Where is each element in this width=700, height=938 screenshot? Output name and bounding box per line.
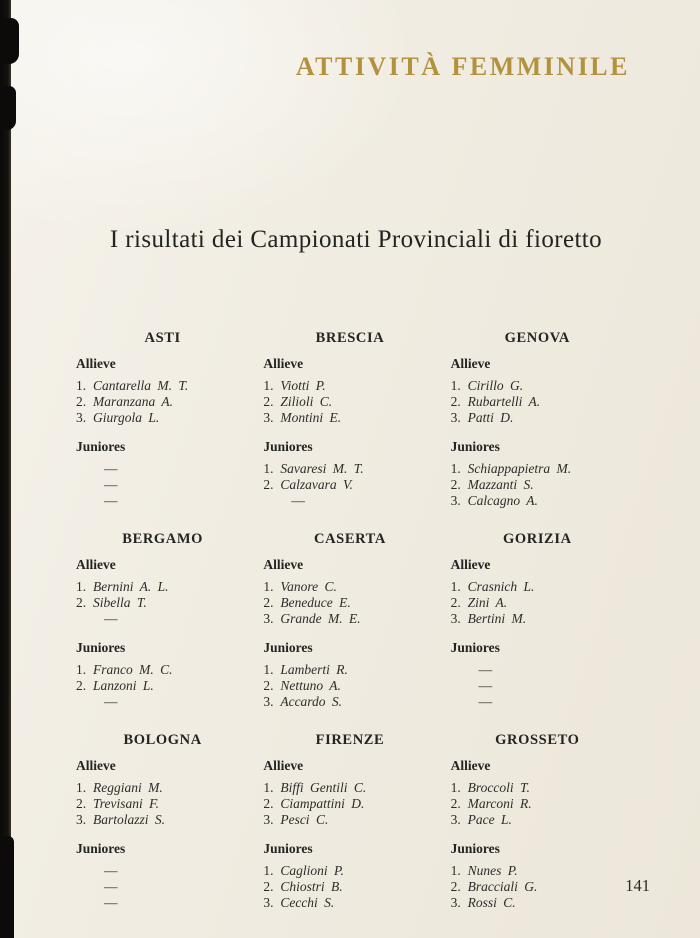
entry-name: Beneduce E. [280, 595, 351, 610]
allieve-label: Allieve [450, 758, 491, 773]
entry-name: Caglioni P. [280, 863, 344, 878]
entry-number: 1. [263, 579, 274, 594]
entry-number: 1. [450, 780, 461, 795]
result-entry [76, 410, 249, 426]
entry-number: 1. [76, 780, 87, 795]
entry-name: Reggiani M. [93, 780, 163, 795]
result-entry [451, 394, 624, 410]
entry-name: Cirillo G. [467, 378, 524, 393]
juniores-label: Juniores [76, 640, 126, 655]
city-heading: GROSSETO [495, 732, 580, 748]
entry-name: Bracciali G. [467, 879, 538, 894]
entry-name: Biffi Gentili C. [280, 780, 367, 795]
entry-number: 3. [450, 493, 461, 508]
entry-number: 2. [76, 595, 87, 610]
entry-number: 2. [76, 394, 87, 409]
allieve-label: Allieve [263, 356, 304, 371]
entry-number: 2. [76, 678, 87, 693]
result-entry [263, 579, 436, 595]
entry-number: 2. [263, 796, 274, 811]
juniores-label: Juniores [450, 841, 500, 856]
entry-number: 1. [450, 579, 461, 594]
allieve-list [76, 579, 249, 627]
allieve-list [76, 378, 249, 426]
entry-number: 1. [450, 863, 461, 878]
results-section [263, 531, 436, 710]
entry-number: 3. [450, 611, 461, 626]
allieve-label: Allieve [263, 758, 304, 773]
entry-number: 2. [450, 595, 461, 610]
juniores-label: Juniores [450, 640, 500, 655]
result-entry [76, 595, 249, 611]
entry-number: 2. [450, 796, 461, 811]
juniores-list [451, 461, 624, 509]
allieve-label: Allieve [76, 356, 116, 371]
allieve-label: Allieve [450, 356, 491, 371]
juniores-list [451, 662, 624, 710]
result-entry [76, 579, 249, 595]
entry-name: Franco M. C. [93, 662, 173, 677]
juniores-list [451, 863, 624, 911]
entry-number: 1. [263, 378, 274, 393]
result-entry [451, 863, 624, 879]
allieve-list [263, 378, 436, 426]
juniores-list [76, 863, 249, 911]
entry-number: 2. [450, 477, 461, 492]
entry-name: Bernini A. L. [93, 579, 169, 594]
empty-entry: — [478, 678, 494, 693]
allieve-label: Allieve [76, 557, 116, 572]
result-entry [451, 493, 624, 509]
city-heading: CASERTA [314, 531, 386, 547]
allieve-list [451, 780, 624, 828]
entry-number: 2. [263, 595, 274, 610]
juniores-list [76, 662, 249, 710]
result-entry [76, 796, 249, 812]
entry-number: 1. [263, 863, 274, 878]
juniores-label: Juniores [76, 439, 126, 454]
entry-name: Pace L. [467, 812, 512, 827]
page-number: 141 [625, 876, 650, 895]
entry-number: 1. [450, 378, 461, 393]
scan-artifact [0, 836, 14, 938]
entry-name: Lanzoni L. [93, 678, 154, 693]
result-entry [451, 796, 624, 812]
entry-number: 3. [263, 410, 274, 425]
results-section [76, 330, 249, 509]
entry-number: 1. [76, 378, 87, 393]
result-entry [263, 477, 436, 493]
entry-number: 2. [263, 678, 274, 693]
city-heading: BOLOGNA [123, 732, 202, 748]
allieve-list [263, 579, 436, 627]
allieve-label: Allieve [263, 557, 304, 572]
result-entry [451, 812, 624, 828]
allieve-label: Allieve [450, 557, 491, 572]
empty-entry: — [478, 662, 494, 677]
empty-entry: — [104, 863, 119, 878]
empty-entry: — [104, 611, 119, 626]
result-entry [263, 378, 436, 394]
result-entry [76, 812, 249, 828]
result-entry [451, 378, 624, 394]
entry-number: 3. [450, 812, 461, 827]
result-entry [263, 662, 436, 678]
juniores-label: Juniores [76, 841, 126, 856]
entry-name: Accardo S. [280, 694, 343, 709]
entry-number: 2. [76, 796, 87, 811]
entry-number: 1. [263, 662, 274, 677]
results-section [451, 531, 624, 710]
entry-name: Calcagno A. [467, 493, 538, 508]
entry-name: Zini A. [467, 595, 508, 610]
entry-number: 1. [76, 662, 87, 677]
results-section [76, 531, 249, 710]
result-entry [451, 477, 624, 493]
result-entry [263, 879, 436, 895]
juniores-list [263, 461, 436, 509]
result-entry [263, 678, 436, 694]
result-entry [76, 394, 249, 410]
entry-number: 2. [450, 879, 461, 894]
juniores-label: Juniores [263, 841, 313, 856]
result-entry [451, 579, 624, 595]
page-title: I risultati dei Campionati Provinciali di fioretto [109, 226, 603, 253]
entry-name: Schiappapietra M. [467, 461, 572, 476]
entry-name: Chiostri B. [280, 879, 343, 894]
entry-number: 2. [263, 477, 274, 492]
result-entry [76, 678, 249, 694]
entry-name: Bertini M. [467, 611, 527, 626]
result-entry [263, 812, 436, 828]
running-head: ATTIVITÀ FEMMINILE [295, 52, 630, 81]
results-section [76, 732, 249, 911]
result-entry [451, 611, 624, 627]
entry-name: Viotti P. [280, 378, 326, 393]
result-entry [263, 394, 436, 410]
entry-number: 3. [263, 611, 274, 626]
result-entry [451, 879, 624, 895]
entry-number: 2. [263, 879, 274, 894]
entry-name: Zilioli C. [280, 394, 333, 409]
result-entry [76, 780, 249, 796]
result-entry [263, 461, 436, 477]
entry-name: Giurgola L. [93, 410, 160, 425]
empty-entry: — [291, 493, 306, 508]
entry-name: Nunes P. [467, 863, 518, 878]
entry-name: Marconi R. [467, 796, 532, 811]
result-entry [263, 863, 436, 879]
entry-number: 1. [450, 461, 461, 476]
city-heading: BRESCIA [315, 330, 385, 346]
entry-name: Ciampattini D. [280, 796, 365, 811]
allieve-label: Allieve [76, 758, 116, 773]
entry-name: Calzavara V. [280, 477, 353, 492]
entry-number: 3. [263, 895, 274, 910]
entry-name: Broccoli T. [467, 780, 530, 795]
entry-number: 3. [263, 812, 274, 827]
result-entry [76, 662, 249, 678]
empty-entry: — [478, 694, 494, 709]
entry-name: Cecchi S. [280, 895, 335, 910]
city-heading: GORIZIA [502, 531, 572, 547]
results-section [263, 330, 436, 509]
empty-entry: — [104, 477, 119, 492]
result-entry [451, 595, 624, 611]
juniores-list [263, 863, 436, 911]
result-entry [451, 895, 624, 911]
juniores-label: Juniores [263, 640, 313, 655]
city-heading: BERGAMO [122, 531, 204, 547]
empty-entry: — [104, 895, 119, 910]
allieve-list [451, 378, 624, 426]
entry-name: Patti D. [467, 410, 514, 425]
entry-name: Crasnich L. [467, 579, 535, 594]
empty-entry: — [104, 493, 119, 508]
result-entry [263, 595, 436, 611]
empty-entry: — [104, 461, 119, 476]
city-heading: GENOVA [504, 330, 570, 346]
juniores-list [263, 662, 436, 710]
result-entry [76, 378, 249, 394]
entry-name: Bartolazzi S. [93, 812, 166, 827]
entry-name: Lamberti R. [280, 662, 348, 677]
entry-name: Savaresi M. T. [280, 461, 364, 476]
entry-name: Grande M. E. [280, 611, 361, 626]
result-entry [451, 780, 624, 796]
city-heading: ASTI [144, 330, 181, 346]
entry-name: Rubartelli A. [467, 394, 541, 409]
scan-artifact [0, 86, 16, 130]
juniores-list [76, 461, 249, 509]
result-entry [451, 461, 624, 477]
results-section [263, 732, 436, 911]
juniores-label: Juniores [450, 439, 500, 454]
entry-name: Rossi C. [467, 895, 516, 910]
results-section [451, 732, 624, 911]
entry-number: 1. [263, 461, 274, 476]
result-entry [263, 895, 436, 911]
entry-name: Trevisani F. [93, 796, 160, 811]
empty-entry: — [104, 694, 119, 709]
empty-entry: — [104, 879, 119, 894]
entry-name: Sibella T. [93, 595, 147, 610]
entry-number: 3. [76, 410, 87, 425]
entry-name: Cantarella M. T. [93, 378, 189, 393]
allieve-list [76, 780, 249, 828]
entry-number: 1. [263, 780, 274, 795]
entry-number: 3. [76, 812, 87, 827]
entry-number: 1. [76, 579, 87, 594]
entry-name: Nettuno A. [280, 678, 341, 693]
entry-number: 3. [450, 410, 461, 425]
result-entry [263, 796, 436, 812]
entry-name: Montini E. [280, 410, 342, 425]
allieve-list [451, 579, 624, 627]
result-entry [263, 780, 436, 796]
result-entry [263, 410, 436, 426]
entry-name: Maranzana A. [93, 394, 174, 409]
entry-name: Pesci C. [280, 812, 329, 827]
entry-number: 3. [263, 694, 274, 709]
entry-name: Vanore C. [280, 579, 337, 594]
result-entry [263, 694, 436, 710]
juniores-label: Juniores [263, 439, 313, 454]
results-grid [76, 330, 624, 911]
entry-name: Mazzanti S. [467, 477, 534, 492]
entry-number: 2. [450, 394, 461, 409]
allieve-list [263, 780, 436, 828]
entry-number: 2. [263, 394, 274, 409]
result-entry [451, 410, 624, 426]
result-entry [263, 611, 436, 627]
results-section [451, 330, 624, 509]
entry-number: 3. [450, 895, 461, 910]
scan-artifact [0, 18, 19, 64]
city-heading: FIRENZE [315, 732, 385, 748]
binding-shadow [0, 0, 11, 938]
